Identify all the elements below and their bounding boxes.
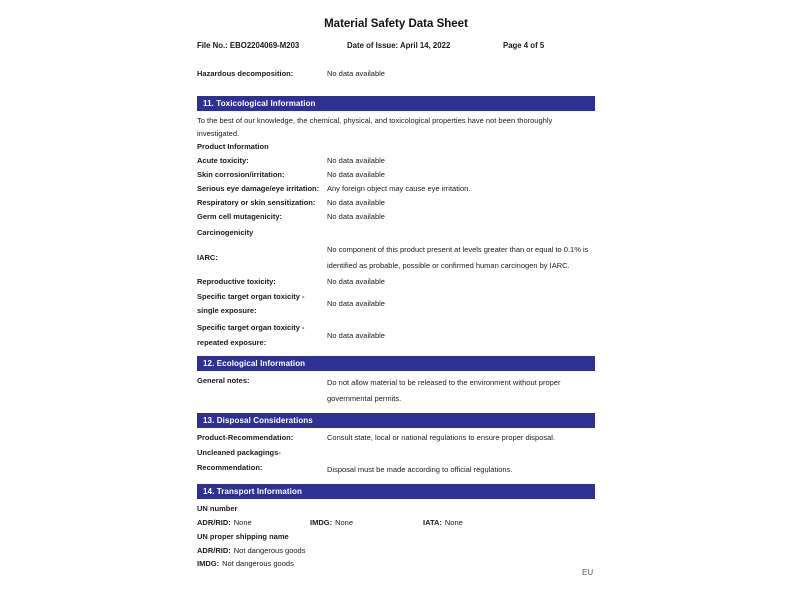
section-11-intro: To the best of our knowledge, the chemical, physical, and toxicological properties have not been thoroughly investigated.: [197, 115, 553, 138]
un-proper-shipping-name-heading: UN proper shipping name: [197, 531, 289, 541]
germ-cell-mutagenicity-row: [197, 211, 595, 223]
adr-rid-shipping: [197, 545, 305, 557]
document-title: Material Safety Data Sheet: [324, 18, 468, 30]
eye-damage-row: [197, 183, 595, 195]
section-14-header: 14. Transport Information: [197, 484, 595, 499]
field-label: Reproductive toxicity:: [197, 276, 276, 286]
field-value: No data available: [327, 299, 385, 309]
field-value: None: [233, 518, 252, 527]
field-value: No data available: [327, 155, 385, 165]
field-value: Any foreign object may cause eye irritation.: [327, 183, 471, 193]
field-value: No data available: [327, 69, 385, 78]
imdg-number: [310, 517, 423, 529]
field-label: Product-Recommendation:: [197, 433, 294, 442]
field-label: ADR/RID:: [197, 518, 231, 527]
field-value: None: [444, 518, 463, 527]
imdg-shipping: [197, 558, 294, 570]
respiratory-sensitization-row: [197, 197, 595, 209]
field-label: IMDG:: [197, 559, 220, 568]
msds-page: [197, 14, 595, 572]
general-notes-row: [197, 375, 595, 406]
field-value: Not dangerous goods: [222, 559, 294, 568]
stot-repeated-exposure-row: [197, 321, 595, 350]
field-label: IMDG:: [310, 518, 333, 527]
field-value: No data available: [327, 211, 385, 221]
carcinogenicity-heading: Carcinogenicity: [197, 228, 254, 237]
acute-toxicity-row: [197, 155, 595, 167]
hazardous-decomposition-row: [197, 68, 595, 80]
file-number: File No.: EBO2204069-M203: [197, 41, 300, 50]
un-number-heading: UN number: [197, 504, 238, 513]
uncleaned-packagings-row: [197, 446, 595, 475]
product-recommendation-row: [197, 432, 595, 444]
field-value: Do not allow material to be released to the environment without proper governmental permits.: [327, 378, 561, 403]
adr-rid-shipping-row: [197, 545, 595, 557]
field-label: Germ cell mutagenicity:: [197, 211, 283, 221]
iata-number: [423, 517, 463, 529]
iarc-row: [197, 242, 595, 273]
adr-rid-number: [197, 517, 310, 529]
page-number: Page 4 of 5: [503, 41, 545, 50]
field-label: Hazardous decomposition:: [197, 69, 294, 78]
stot-single-exposure-row: [197, 290, 595, 319]
document-header-row: [197, 41, 595, 51]
field-label: Skin corrosion/irritation:: [197, 169, 285, 179]
imdg-shipping-row: [197, 558, 595, 570]
section-11-header: 11. Toxicological Information: [197, 96, 595, 111]
field-value: No data available: [327, 330, 385, 340]
date-of-issue: Date of Issue: April 14, 2022: [347, 41, 451, 50]
field-label: Serious eye damage/eye irritation:: [197, 183, 320, 193]
field-label: IARC:: [197, 252, 218, 262]
field-label: Specific target organ toxicity - single exposure:: [197, 291, 305, 315]
field-label: Uncleaned packagings-Recommendation:: [197, 448, 281, 472]
field-value: Disposal must be made according to official regulations.: [327, 464, 513, 474]
field-label: ADR/RID:: [197, 545, 231, 555]
product-information-heading: Product Information: [197, 141, 269, 151]
field-value: No data available: [327, 169, 385, 179]
skin-corrosion-row: [197, 169, 595, 181]
field-value: No component of this product present at levels greater than or equal to 0.1% is identified as probable, possible or confirmed human carcinogen by IARC.: [327, 245, 589, 270]
region-code: EU: [582, 568, 594, 577]
un-number-values-row: [197, 517, 595, 529]
field-label: Specific target organ toxicity - repeated exposure:: [197, 323, 305, 347]
field-label: IATA:: [423, 518, 442, 527]
section-12-header: 12. Ecological Information: [197, 356, 595, 371]
field-value: No data available: [327, 197, 385, 207]
reproductive-toxicity-row: [197, 276, 595, 288]
field-label: General notes:: [197, 376, 250, 385]
field-value: None: [335, 518, 354, 527]
field-value: Not dangerous goods: [233, 545, 306, 555]
field-label: Acute toxicity:: [197, 155, 249, 165]
field-label: Respiratory or skin sensitization:: [197, 197, 316, 207]
field-value: No data available: [327, 276, 385, 286]
field-value: Consult state, local or national regulations to ensure proper disposal.: [327, 433, 556, 442]
section-13-header: 13. Disposal Considerations: [197, 413, 595, 428]
